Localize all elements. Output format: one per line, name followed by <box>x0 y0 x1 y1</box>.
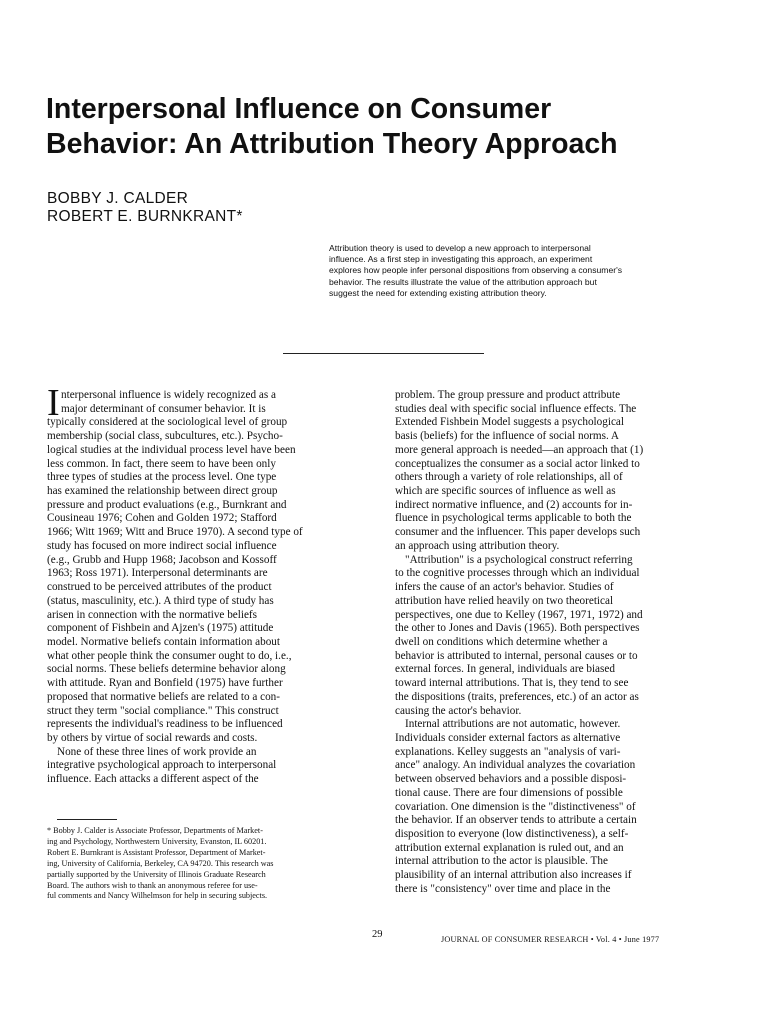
body-line: consumer and the influencer. This paper develops such <box>395 526 641 539</box>
body-line: component of Fishbein and Ajzen's (1975) attitude <box>47 622 274 635</box>
body-line: major determinant of consumer behavior. It is <box>61 402 266 415</box>
body-line: arisen in connection with the normative beliefs <box>47 608 258 621</box>
abstract-line: behavior. The results illustrate the value of the attribution approach but <box>329 276 597 287</box>
body-line: Individuals consider external factors as alternative <box>395 731 621 744</box>
footnote-line: * Bobby J. Calder is Associate Professor, Departments of Market- <box>47 826 263 835</box>
body-line: (status, masculinity, etc.). A third type of study has <box>47 594 274 607</box>
abstract <box>329 243 715 299</box>
body-line: model. Normative beliefs contain information about <box>47 635 281 648</box>
title-line-1: Interpersonal Influence on Consumer <box>46 93 552 125</box>
body-line: logical studies at the individual process level have been <box>47 443 296 456</box>
abstract-line: explores how people infer personal dispositions from observing a consumer's <box>329 265 623 276</box>
body-line: three types of studies at the process level. One type <box>47 471 277 484</box>
body-line: construed to be perceived attributes of the product <box>47 581 272 594</box>
footnote-line: Board. The authors wish to thank an anonymous referee for use- <box>47 880 258 890</box>
body-line: study has focused on more indirect social influence <box>47 539 277 552</box>
body-line: has examined the relationship between direct group <box>47 485 278 498</box>
body-line: attribution external explanation is ruled out, and an <box>395 841 624 854</box>
body-line: others through a variety of role relationships, all of <box>395 471 623 484</box>
body-line: between observed behaviors and a possible disposi- <box>395 773 627 786</box>
body-line: behavior is attributed to internal, personal causes or to <box>395 649 638 662</box>
body-line: basis (beliefs) for the influence of social norms. A <box>395 430 619 443</box>
body-line: with attitude. Ryan and Bonfield (1975) have further <box>47 677 283 690</box>
body-line: struct they term "social compliance." This construct <box>47 704 279 717</box>
body-line: dwell on conditions which determine whether a <box>395 635 608 648</box>
body-line: conceptualizes the consumer as a social actor linked to <box>395 457 640 470</box>
body-line: infers the cause of an actor's behavior. Studies of <box>395 581 614 594</box>
body-line: social norms. These beliefs determine behavior along <box>47 663 286 676</box>
footnote-line: ful comments and Nancy Wilhelmson for help in securing subjects. <box>47 891 268 901</box>
footnote-line: ing, University of California, Berkeley, CA 94720. This research was <box>47 858 274 868</box>
body-line: Cousineau 1976; Cohen and Golden 1972; Stafford <box>47 512 277 525</box>
body-line: there is "consistency" over time and place in the <box>395 882 611 895</box>
body-line: toward internal attributions. That is, they tend to see <box>395 677 629 690</box>
body-line: external forces. In general, individuals are biased <box>395 663 615 676</box>
body-line: Extended Fishbein Model suggests a psychological <box>395 416 624 429</box>
body-line: problem. The group pressure and product attribute <box>395 389 621 401</box>
body-line: attribution have relied heavily on two theoretical <box>395 594 614 607</box>
body-line: integrative psychological approach to interpersonal <box>47 759 277 772</box>
body-line: membership (social class, subcultures, etc.). Psycho- <box>47 430 283 443</box>
body-line: the dispositions (traits, preferences, etc.) of an actor as <box>395 690 639 703</box>
body-column-left <box>47 389 365 787</box>
abstract-line: suggest the need for extending existing attribution theory. <box>329 287 547 298</box>
body-line: typically considered at the sociological level of group <box>47 416 288 429</box>
body-line: less common. In fact, there seem to have been only <box>47 457 276 470</box>
abstract-line: Attribution theory is used to develop a new approach to interpersonal <box>329 243 591 253</box>
author-name: ROBERT E. BURNKRANT* <box>47 208 243 225</box>
article-title <box>46 92 736 162</box>
body-line: what other people think the consumer ought to do, i.e., <box>47 649 292 662</box>
author-list <box>47 190 243 226</box>
author-name: BOBBY J. CALDER <box>47 190 189 207</box>
footnote-divider <box>57 819 117 820</box>
body-line: more general approach is needed—an approach that (1) <box>395 443 644 456</box>
body-column-right <box>395 389 715 897</box>
body-line: Internal attributions are not automatic, however. <box>405 718 621 731</box>
body-line: represents the individual's readiness to be influenced <box>47 718 283 731</box>
body-line: the other to Jones and Davis (1965). Both perspectives <box>395 622 640 635</box>
body-line: None of these three lines of work provide an <box>57 745 257 758</box>
journal-citation: JOURNAL OF CONSUMER RESEARCH • Vol. 4 • June 1977 <box>441 935 660 944</box>
body-line: causing the actor's behavior. <box>395 704 522 717</box>
body-line: (e.g., Grubb and Hupp 1968; Jacobson and Kossoff <box>47 553 277 566</box>
body-line: an approach using attribution theory. <box>395 539 560 552</box>
body-line: internal attribution to the actor is plausible. The <box>395 855 608 868</box>
footnote-line: partially supported by the University of Illinois Graduate Research <box>47 869 266 879</box>
body-line: covariation. One dimension is the "distinctiveness" of <box>395 800 636 813</box>
body-line: to the cognitive processes through which an individual <box>395 567 640 580</box>
footnote-line: ing and Psychology, Northwestern University, Evanston, IL 60201. <box>47 836 267 846</box>
page-number: 29 <box>372 929 383 940</box>
body-line: 1963; Ross 1971). Interpersonal determinants are <box>47 567 268 580</box>
body-line: 1966; Witt 1969; Witt and Bruce 1970). A second type of <box>47 526 303 539</box>
body-line: explanations. Kelley suggests an "analysis of vari- <box>395 745 621 758</box>
body-line: which are specific sources of influence as well as <box>395 485 616 498</box>
body-line: tional cause. There are four dimensions of possible <box>395 786 623 799</box>
body-line: plausibility of an internal attribution also increases if <box>395 869 632 882</box>
footnote-line: Robert E. Burnkrant is Assistant Professor, Department of Market- <box>47 847 266 857</box>
body-line: ance" analogy. An individual analyzes the covariation <box>395 759 636 772</box>
abstract-line: influence. As a first step in investigating this approach, an experiment <box>329 254 593 265</box>
body-line: influence. Each attacks a different aspect of the <box>47 773 259 786</box>
body-line: indirect normative influence, and (2) accounts for in- <box>395 498 633 511</box>
body-line: fluence in psychological terms applicable to both the <box>395 512 632 525</box>
body-line: by others by virtue of social rewards and costs. <box>47 731 258 744</box>
body-line: pressure and product evaluations (e.g., Burnkrant and <box>47 498 287 511</box>
body-line: nterpersonal influence is widely recognized as a <box>61 389 276 401</box>
section-divider <box>283 353 484 354</box>
title-line-2: Behavior: An Attribution Theory Approach <box>46 128 618 160</box>
drop-cap: I <box>47 382 60 424</box>
author-footnote <box>47 826 365 902</box>
body-line: proposed that normative beliefs are related to a con- <box>47 690 280 703</box>
body-line: studies deal with specific social influence effects. The <box>395 402 637 415</box>
body-line: perspectives, one due to Kelley (1967, 1971, 1972) and <box>395 608 643 621</box>
body-line: disposition to everyone (low distinctiveness), a self- <box>395 828 629 840</box>
body-line: "Attribution" is a psychological construct referring <box>405 553 633 566</box>
body-line: the behavior. If an observer tends to attribute a certain <box>395 814 637 827</box>
